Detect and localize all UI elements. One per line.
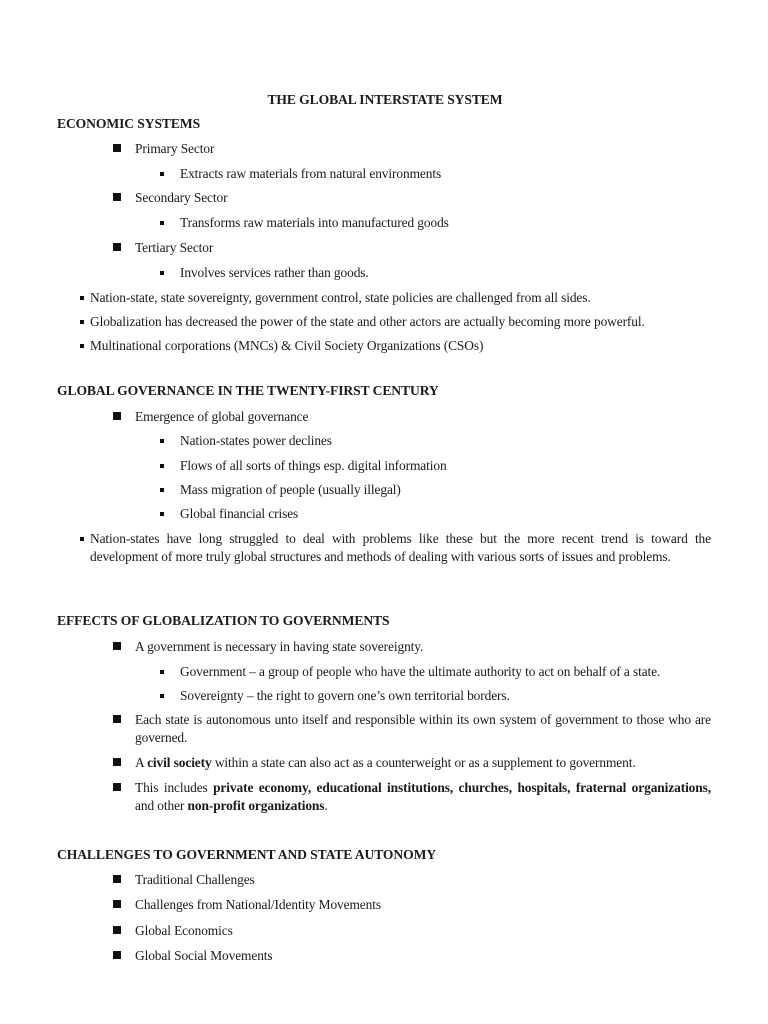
small-square-bullet-icon [160,464,164,468]
small-square-bullet-icon [160,172,164,176]
small-square-bullet-icon [160,694,164,698]
list-item-challenge: Global Economics [135,922,233,940]
small-square-bullet-icon [160,512,164,516]
square-bullet-icon [113,642,121,650]
list-item-sovereignty-definition: Sovereignty – the right to govern one’s own territorial borders. [180,687,510,705]
list-item-primary-sector: Primary Sector [135,140,214,158]
list-item-governance-sub: Nation-states power declines [180,432,332,450]
list-item-economic-point: Multinational corporations (MNCs) & Civil Society Organizations (CSOs) [90,337,483,355]
small-square-bullet-icon [80,320,84,324]
square-bullet-icon [113,783,121,791]
list-item-challenge: Challenges from National/Identity Movements [135,896,381,914]
square-bullet-icon [113,144,121,152]
list-item-governance-sub: Flows of all sorts of things esp. digital information [180,457,447,475]
non-profit-term: non-profit organizations [187,798,325,813]
list-item-economic-point: Globalization has decreased the power of the state and other actors are actually becoming more powerful. [90,313,645,331]
list-item-secondary-sector: Secondary Sector [135,189,227,207]
list-item-emergence: Emergence of global governance [135,408,308,426]
list-item-challenge: Global Social Movements [135,947,273,965]
section-heading-global-governance: GLOBAL GOVERNANCE IN THE TWENTY-FIRST CENTURY [57,383,439,398]
small-square-bullet-icon [160,271,164,275]
section-heading-challenges: CHALLENGES TO GOVERNMENT AND STATE AUTONOMY [57,847,437,862]
list-item-state-autonomous: Each state is autonomous unto itself and responsible within its own system of government to those who are governed. [135,711,711,747]
list-item-tertiary-sub: Involves services rather than goods. [180,264,369,282]
list-item-primary-sub: Extracts raw materials from natural environments [180,165,441,183]
square-bullet-icon [113,715,121,723]
square-bullet-icon [113,875,121,883]
list-item-economic-point: Nation-state, state sovereignty, government control, state policies are challenged from all sides. [90,289,591,307]
square-bullet-icon [113,900,121,908]
square-bullet-icon [113,193,121,201]
small-square-bullet-icon [80,537,84,541]
square-bullet-icon [113,412,121,420]
list-item-governance-sub: Global financial crises [180,505,298,523]
list-item-tertiary-sector: Tertiary Sector [135,239,213,257]
paragraph-governance-trend: Nation-states have long struggled to deal with problems like these but the more recent trend is toward the development of more truly global structures and methods of dealing with various sorts of issues and problems. [90,530,711,566]
square-bullet-icon [113,758,121,766]
document-title: THE GLOBAL INTERSTATE SYSTEM [267,92,503,107]
list-item-challenge: Traditional Challenges [135,871,255,889]
list-item-government-definition: Government – a group of people who have the ultimate authority to act on behalf of a state. [180,663,660,681]
small-square-bullet-icon [160,488,164,492]
civil-society-term: civil society [147,755,212,770]
section-heading-effects: EFFECTS OF GLOBALIZATION TO GOVERNMENTS [57,613,390,628]
institutions-list: private economy, educational institutions, churches, hospitals, fraternal organizations, [213,780,711,795]
list-item-civil-society: A civil society within a state can also act as a counterweight or as a supplement to government. [135,754,636,772]
square-bullet-icon [113,951,121,959]
list-item-includes: This includes private economy, educational institutions, churches, hospitals, fraternal organizations, and other non-profit organizations. [135,779,711,815]
square-bullet-icon [113,926,121,934]
section-heading-economic-systems: ECONOMIC SYSTEMS [57,116,201,131]
small-square-bullet-icon [80,296,84,300]
list-item-secondary-sub: Transforms raw materials into manufactured goods [180,214,449,232]
small-square-bullet-icon [160,221,164,225]
list-item-governance-sub: Mass migration of people (usually illegal) [180,481,401,499]
list-item-government-necessary: A government is necessary in having state sovereignty. [135,638,423,656]
small-square-bullet-icon [160,439,164,443]
small-square-bullet-icon [80,344,84,348]
square-bullet-icon [113,243,121,251]
small-square-bullet-icon [160,670,164,674]
